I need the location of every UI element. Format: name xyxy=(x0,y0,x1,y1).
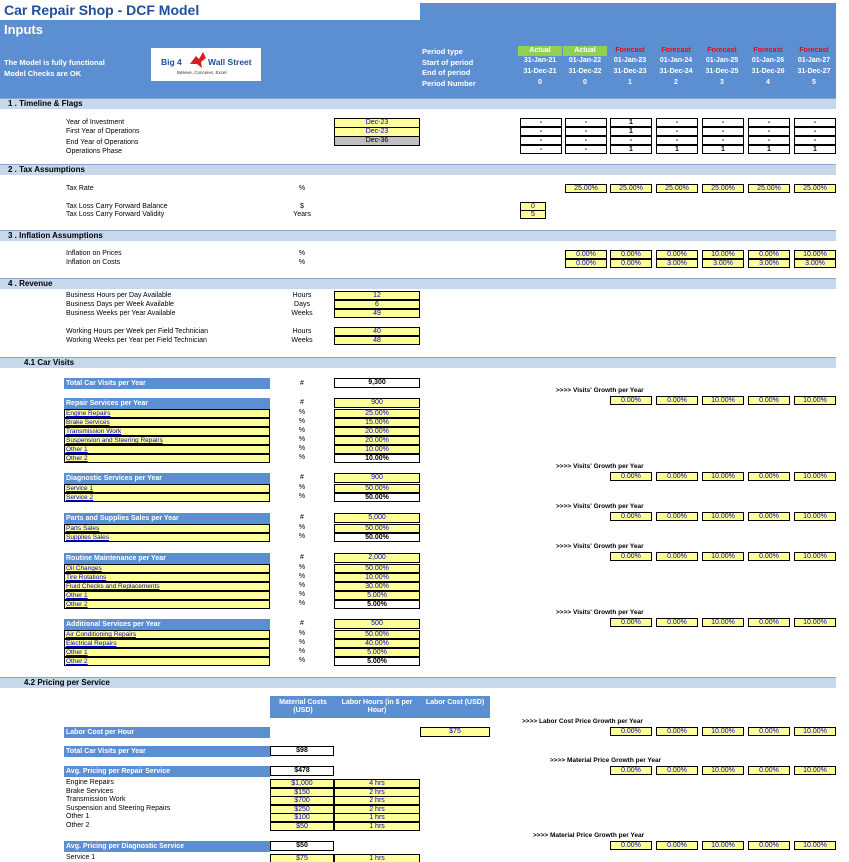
repair-material-cost[interactable]: $150 xyxy=(270,788,334,797)
labor-growth-label: >>>> Labor Cost Price Growth per Year xyxy=(522,718,643,725)
service-item-share[interactable]: 50.00% xyxy=(334,484,420,493)
service-group-unit: # xyxy=(300,474,304,481)
service-item-unit: % xyxy=(298,445,306,452)
revenue-row-unit: Hours xyxy=(292,328,312,335)
input-tax-loss-validity[interactable]: 5 xyxy=(520,210,546,219)
inflation-price-cell[interactable]: 0.00% xyxy=(748,250,790,259)
visits-growth-cell[interactable]: 10.00% xyxy=(702,396,744,405)
service-item-share: 50.00% xyxy=(334,493,420,502)
visits-growth-label: >>>> Visits' Growth per Year xyxy=(556,543,644,550)
period-type-4: Forecast xyxy=(707,47,737,54)
service-item-share[interactable]: 20.00% xyxy=(334,436,420,445)
flag-cell: 1 xyxy=(794,145,836,154)
period-label-3: Period Number xyxy=(422,78,476,88)
period-start-4: 01-Jan-25 xyxy=(705,57,739,64)
revenue-row-label: Business Hours per Day Available xyxy=(66,292,172,299)
service-group-unit: # xyxy=(300,514,304,521)
tax-loss-validity-unit: Years xyxy=(293,211,311,218)
service-item-share: 5.00% xyxy=(334,657,420,666)
revenue-row-label: Business Weeks per Year Available xyxy=(66,310,176,317)
service-item-unit: % xyxy=(298,639,306,646)
diag-growth-label: >>>> Material Price Growth per Year xyxy=(533,832,645,839)
period-type-0: Actual xyxy=(518,46,562,56)
service-group-count[interactable]: 900 xyxy=(334,473,420,483)
period-label-1: Start of period xyxy=(422,57,474,67)
visits-growth-cell[interactable]: 0.00% xyxy=(656,512,698,521)
visits-growth-cell[interactable]: 0.00% xyxy=(610,472,652,481)
inflation-costs-unit: % xyxy=(298,259,306,266)
flag-cell: 1 xyxy=(610,118,652,127)
flag-cell: - xyxy=(656,127,698,136)
visits-growth-cell[interactable]: 0.00% xyxy=(656,618,698,627)
flag-cell: 1 xyxy=(748,145,790,154)
tax-loss-balance-label: Tax Loss Carry Forward Balance xyxy=(66,203,168,210)
service-item-unit: % xyxy=(298,484,306,491)
revenue-row-label: Business Days per Week Available xyxy=(66,301,174,308)
inflation-price-cell[interactable]: 0.00% xyxy=(565,250,607,259)
service-item-unit: % xyxy=(298,600,306,607)
inflation-price-cell[interactable]: 10.00% xyxy=(794,250,836,259)
service-item-unit: % xyxy=(298,582,306,589)
period-type-1: Actual xyxy=(563,46,607,56)
sheet-title: Inputs xyxy=(4,22,43,37)
page-title: Car Repair Shop - DCF Model xyxy=(4,2,200,18)
visits-growth-cell[interactable]: 10.00% xyxy=(702,618,744,627)
flag-cell: - xyxy=(748,127,790,136)
col-labor-cost: Labor Cost (USD) xyxy=(425,699,485,706)
labor-cost-per-hour-header: Labor Cost per Hour xyxy=(64,727,270,738)
section-timeline: 1 . Timeline & Flags xyxy=(0,98,836,109)
service-item-label[interactable]: Brake Services xyxy=(64,418,270,427)
repair-item-label: Suspension and Steering Repairs xyxy=(66,804,171,812)
service-item-label[interactable]: Oil Changes xyxy=(64,564,270,573)
visits-growth-label: >>>> Visits' Growth per Year xyxy=(556,463,644,470)
service-item-label[interactable]: Electrical Repairs xyxy=(64,639,270,648)
visits-growth-cell[interactable]: 0.00% xyxy=(610,512,652,521)
inflation-price-cell[interactable]: 10.00% xyxy=(702,250,744,259)
service-item-label[interactable]: Service 2 xyxy=(64,493,270,502)
revenue-row-unit: Weeks xyxy=(291,337,313,344)
period-number-1: 0 xyxy=(583,79,587,86)
flag-cell: - xyxy=(520,118,562,127)
input-end-year-ops: Dec-36 xyxy=(334,136,420,146)
service-item-unit: % xyxy=(298,630,306,637)
service-item-unit: % xyxy=(298,591,306,598)
flag-cell: - xyxy=(656,136,698,145)
revenue-row-input[interactable]: 40 xyxy=(334,327,420,336)
service-item-unit: % xyxy=(298,657,306,664)
visits-growth-label: >>>> Visits' Growth per Year xyxy=(556,503,644,510)
service-item-label[interactable]: Parts Sales xyxy=(64,524,270,533)
visits-growth-cell[interactable]: 10.00% xyxy=(702,552,744,561)
model-checks-status: Model Checks are OK xyxy=(4,69,82,78)
diag-growth-cell[interactable]: 0.00% xyxy=(748,841,790,850)
service-item-unit: % xyxy=(298,648,306,655)
service-group-header: Repair Services per Year xyxy=(64,398,270,409)
section-car-visits: 4.1 Car Visits xyxy=(0,357,836,368)
inflation-costs-label: Inflation on Costs xyxy=(66,259,121,266)
visits-growth-cell[interactable]: 10.00% xyxy=(794,396,836,405)
diag-growth-cell[interactable]: 10.00% xyxy=(794,841,836,850)
tax-rate-cell[interactable]: 25.00% xyxy=(748,184,790,193)
total-car-visits-header: Total Car Visits per Year xyxy=(64,378,270,389)
inflation-price-cell[interactable]: 0.00% xyxy=(610,250,652,259)
inflation-cost-cell[interactable]: 3.00% xyxy=(748,259,790,268)
service-item-label[interactable]: Supplies Sales xyxy=(64,533,270,542)
period-start-6: 01-Jan-27 xyxy=(797,57,831,64)
repair-labor-hours[interactable]: 1 hrs xyxy=(334,813,420,822)
flag-cell: - xyxy=(610,136,652,145)
visits-growth-cell[interactable]: 10.00% xyxy=(702,512,744,521)
diag-material-cost[interactable]: $75 xyxy=(270,854,334,862)
inflation-cost-cell[interactable]: 3.00% xyxy=(794,259,836,268)
visits-growth-cell[interactable]: 0.00% xyxy=(748,618,790,627)
service-item-label[interactable]: Fluid Checks and Replacements xyxy=(64,582,270,591)
repair-labor-hours[interactable]: 2 hrs xyxy=(334,788,420,797)
service-item-share[interactable]: 20.00% xyxy=(334,427,420,436)
period-end-5: 31-Dec-26 xyxy=(751,68,785,75)
input-labor-cost-per-hour[interactable]: $75 xyxy=(420,727,490,737)
repair-material-cost[interactable]: $250 xyxy=(270,805,334,814)
period-start-1: 01-Jan-22 xyxy=(568,57,602,64)
material-growth-label: >>>> Material Price Growth per Year xyxy=(550,757,662,764)
period-end-6: 31-Dec-27 xyxy=(797,68,831,75)
period-number-5: 4 xyxy=(766,79,770,86)
period-start-0: 31-Jan-21 xyxy=(523,57,557,64)
tax-rate-cell[interactable]: 25.00% xyxy=(794,184,836,193)
repair-item-label: Engine Repairs xyxy=(66,779,114,786)
visits-growth-cell[interactable]: 0.00% xyxy=(748,512,790,521)
col-material-costs: Material Costs (USD) xyxy=(279,699,327,714)
service-item-label[interactable]: Other 1 xyxy=(64,445,270,454)
timeline-label-2: End Year of Operations xyxy=(66,139,139,146)
flag-cell: - xyxy=(748,136,790,145)
flag-cell: - xyxy=(565,127,607,136)
flag-cell: - xyxy=(656,118,698,127)
service-group-unit: # xyxy=(300,399,304,406)
visits-growth-cell[interactable]: 0.00% xyxy=(656,472,698,481)
period-start-3: 01-Jan-24 xyxy=(659,57,693,64)
flag-cell: - xyxy=(520,127,562,136)
flag-cell: 1 xyxy=(610,127,652,136)
service-item-unit: % xyxy=(298,524,306,531)
period-end-4: 31-Dec-25 xyxy=(705,68,739,75)
inflation-cost-cell[interactable]: 0.00% xyxy=(610,259,652,268)
visits-growth-cell[interactable]: 0.00% xyxy=(748,552,790,561)
revenue-row-label: Working Weeks per Year per Field Technician xyxy=(66,337,207,344)
logo-text-b: Wall Street xyxy=(208,57,252,67)
repair-pricing-header: Avg. Pricing per Repair Service xyxy=(64,766,270,777)
service-item-label[interactable]: Other 1 xyxy=(64,648,270,657)
repair-item-label: Transmission Work xyxy=(66,796,126,803)
company-logo xyxy=(151,48,261,81)
service-item-share[interactable]: 5.00% xyxy=(334,591,420,600)
flag-cell: - xyxy=(702,118,744,127)
repair-material-cost[interactable]: $1,000 xyxy=(270,779,334,788)
service-group-count[interactable]: 900 xyxy=(334,398,420,408)
revenue-row-input[interactable]: 12 xyxy=(334,291,420,300)
period-end-0: 31-Dec-21 xyxy=(523,68,557,75)
service-item-share: 10.00% xyxy=(334,454,420,463)
flag-cell: - xyxy=(565,136,607,145)
pricing-total-visits-value: $98 xyxy=(270,746,334,756)
inflation-prices-label: Inflation on Prices xyxy=(66,250,122,257)
visits-growth-cell[interactable]: 0.00% xyxy=(656,396,698,405)
visits-growth-cell[interactable]: 10.00% xyxy=(794,618,836,627)
service-item-label[interactable]: Transmission Work xyxy=(64,427,270,436)
timeline-label-0: Year of Investment xyxy=(66,119,125,126)
service-item-label[interactable]: Service 1 xyxy=(64,484,270,493)
service-item-label[interactable]: Air Conditioning Repairs xyxy=(64,630,270,639)
flag-cell: - xyxy=(520,136,562,145)
pricing-total-visits-header: Total Car Visits per Year xyxy=(64,746,270,757)
flag-cell: - xyxy=(565,118,607,127)
service-item-share[interactable]: 50.00% xyxy=(334,564,420,573)
service-group-header: Additional Services per Year xyxy=(64,619,270,630)
service-item-share[interactable]: 10.00% xyxy=(334,573,420,582)
revenue-row-unit: Weeks xyxy=(291,310,313,317)
visits-growth-cell[interactable]: 0.00% xyxy=(656,552,698,561)
visits-growth-cell[interactable]: 10.00% xyxy=(702,472,744,481)
service-group-header: Diagnostic Services per Year xyxy=(64,473,270,484)
service-group-count[interactable]: 500 xyxy=(334,619,420,629)
revenue-row-input[interactable]: 49 xyxy=(334,309,420,318)
period-type-2: Forecast xyxy=(615,47,645,54)
repair-material-cost[interactable]: $50 xyxy=(270,822,334,831)
service-group-count[interactable]: 5,000 xyxy=(334,513,420,523)
inflation-cost-cell[interactable]: 3.00% xyxy=(702,259,744,268)
inflation-prices-unit: % xyxy=(298,250,306,257)
flag-cell: - xyxy=(565,145,607,154)
period-type-3: Forecast xyxy=(661,47,691,54)
material-growth-cell[interactable]: 10.00% xyxy=(794,766,836,775)
service-item-unit: % xyxy=(298,436,306,443)
visits-growth-label: >>>> Visits' Growth per Year xyxy=(556,387,644,394)
period-number-6: 5 xyxy=(812,79,816,86)
material-growth-cell[interactable]: 0.00% xyxy=(610,766,652,775)
repair-item-label: Other 2 xyxy=(66,821,90,829)
diag-labor-hours[interactable]: 1 hrs xyxy=(334,854,420,862)
revenue-row-label: Working Hours per Week per Field Technician xyxy=(66,328,209,335)
total-car-visits-unit: # xyxy=(300,380,304,387)
revenue-row-unit: Days xyxy=(294,301,310,308)
service-item-unit: % xyxy=(298,564,306,571)
tax-rate-unit: % xyxy=(298,185,306,192)
col-labor-hours: Labor Hours (in $ per Hour) xyxy=(341,699,413,714)
service-item-unit: % xyxy=(298,573,306,580)
flag-cell: - xyxy=(748,118,790,127)
repair-pricing-value: $478 xyxy=(270,766,334,776)
visits-growth-cell[interactable]: 0.00% xyxy=(610,396,652,405)
flag-cell: - xyxy=(702,136,744,145)
service-item-share[interactable]: 30.00% xyxy=(334,582,420,591)
period-number-3: 2 xyxy=(674,79,678,86)
visits-growth-cell[interactable]: 10.00% xyxy=(794,472,836,481)
section-revenue: 4 . Revenue xyxy=(0,278,836,289)
inflation-cost-cell[interactable]: 3.00% xyxy=(656,259,698,268)
header-strip xyxy=(420,3,836,20)
service-item-share[interactable]: 10.00% xyxy=(334,445,420,454)
logo-tagline: Believe, Conceive, Excel xyxy=(177,70,227,75)
service-item-unit: % xyxy=(298,409,306,416)
material-growth-cell[interactable]: 0.00% xyxy=(656,766,698,775)
tax-rate-cell[interactable]: 25.00% xyxy=(610,184,652,193)
inflation-price-cell[interactable]: 0.00% xyxy=(656,250,698,259)
repair-labor-hours[interactable]: 4 hrs xyxy=(334,779,420,788)
service-item-label[interactable]: Other 2 xyxy=(64,454,270,463)
tax-rate-cell[interactable]: 25.00% xyxy=(656,184,698,193)
service-group-count[interactable]: 2,000 xyxy=(334,553,420,563)
eagle-icon xyxy=(188,50,208,70)
service-item-label[interactable]: Tire Rotations xyxy=(64,573,270,582)
revenue-row-input[interactable]: 6 xyxy=(334,300,420,309)
visits-growth-cell[interactable]: 0.00% xyxy=(748,396,790,405)
period-number-2: 1 xyxy=(628,79,632,86)
visits-growth-cell[interactable]: 0.00% xyxy=(610,552,652,561)
visits-growth-cell[interactable]: 0.00% xyxy=(748,472,790,481)
labor-growth-cell[interactable]: 0.00% xyxy=(656,727,698,736)
material-growth-cell[interactable]: 10.00% xyxy=(702,766,744,775)
period-end-2: 31-Dec-23 xyxy=(613,68,647,75)
section-inflation: 3 . Inflation Assumptions xyxy=(0,230,836,241)
flag-cell: - xyxy=(794,118,836,127)
revenue-row-unit: Hours xyxy=(292,292,312,299)
timeline-label-1: First Year of Operations xyxy=(66,128,140,135)
period-start-2: 01-Jan-23 xyxy=(613,57,647,64)
diag-item-label: Service 1 xyxy=(66,854,96,861)
service-item-share[interactable]: 15.00% xyxy=(334,418,420,427)
repair-item-label: Brake Services xyxy=(66,787,114,795)
repair-labor-hours[interactable]: 2 hrs xyxy=(334,805,420,814)
service-item-unit: % xyxy=(298,427,306,434)
period-end-1: 31-Dec-22 xyxy=(568,68,602,75)
service-item-label[interactable]: Engine Repairs xyxy=(64,409,270,418)
repair-item-label: Other 1 xyxy=(66,813,90,820)
repair-material-cost[interactable]: $700 xyxy=(270,796,334,805)
service-item-share[interactable]: 40.00% xyxy=(334,639,420,648)
period-type-6: Forecast xyxy=(799,47,829,54)
section-tax: 2 . Tax Assumptions xyxy=(0,164,836,175)
service-item-share[interactable]: 50.00% xyxy=(334,630,420,639)
service-item-share: 50.00% xyxy=(334,533,420,542)
period-end-3: 31-Dec-24 xyxy=(659,68,693,75)
input-tax-loss-balance[interactable]: 0 xyxy=(520,202,546,211)
service-item-label[interactable]: Other 2 xyxy=(64,600,270,609)
tax-loss-validity-label: Tax Loss Carry Forward Validity xyxy=(66,211,165,218)
flag-cell: 1 xyxy=(702,145,744,154)
diag-pricing-value: $50 xyxy=(270,841,334,851)
tax-loss-balance-unit: $ xyxy=(300,203,304,210)
timeline-label-3: Operations Phase xyxy=(66,148,123,155)
section-pricing: 4.2 Pricing per Service xyxy=(0,677,836,688)
service-group-unit: # xyxy=(300,554,304,561)
inflation-cost-cell[interactable]: 0.00% xyxy=(565,259,607,268)
diag-growth-cell[interactable]: 0.00% xyxy=(656,841,698,850)
service-item-unit: % xyxy=(298,418,306,425)
revenue-row-input[interactable]: 48 xyxy=(334,336,420,345)
period-number-4: 3 xyxy=(720,79,724,86)
service-item-share[interactable]: 50.00% xyxy=(334,524,420,533)
service-item-share: 5.00% xyxy=(334,600,420,609)
service-group-unit: # xyxy=(300,620,304,627)
flag-cell: 1 xyxy=(656,145,698,154)
visits-growth-label: >>>> Visits' Growth per Year xyxy=(556,609,644,616)
period-number-0: 0 xyxy=(538,79,542,86)
period-label-0: Period type xyxy=(422,47,463,56)
service-group-header: Routine Maintenance per Year xyxy=(64,553,270,564)
period-start-5: 01-Jan-26 xyxy=(751,57,785,64)
material-growth-cell[interactable]: 0.00% xyxy=(748,766,790,775)
service-group-header: Parts and Supplies Sales per Year xyxy=(64,513,270,524)
visits-growth-cell[interactable]: 10.00% xyxy=(794,552,836,561)
diag-growth-cell[interactable]: 10.00% xyxy=(702,841,744,850)
service-item-share[interactable]: 5.00% xyxy=(334,648,420,657)
flag-cell: - xyxy=(520,145,562,154)
diag-growth-cell[interactable]: 0.00% xyxy=(610,841,652,850)
labor-growth-cell[interactable]: 10.00% xyxy=(702,727,744,736)
tax-rate-label: Tax Rate xyxy=(66,185,94,192)
service-item-label[interactable]: Suspension and Steering Repairs xyxy=(64,436,270,445)
service-item-unit: % xyxy=(298,493,306,500)
flag-cell: - xyxy=(702,127,744,136)
flag-cell: - xyxy=(794,127,836,136)
service-item-unit: % xyxy=(298,454,306,461)
input-first-year-ops[interactable]: Dec-23 xyxy=(334,127,420,137)
period-type-5: Forecast xyxy=(753,47,783,54)
service-item-label[interactable]: Other 2 xyxy=(64,657,270,666)
tax-rate-cell[interactable]: 25.00% xyxy=(702,184,744,193)
flag-cell: - xyxy=(794,136,836,145)
visits-growth-cell[interactable]: 0.00% xyxy=(610,618,652,627)
service-item-share[interactable]: 25.00% xyxy=(334,409,420,418)
tax-rate-cell[interactable]: 25.00% xyxy=(565,184,607,193)
total-car-visits-value: 9,300 xyxy=(334,378,420,388)
period-label-2: End of period xyxy=(422,68,471,77)
diag-pricing-header: Avg. Pricing per Diagnostic Service xyxy=(64,841,270,852)
flag-cell: 1 xyxy=(610,145,652,154)
input-year-of-investment[interactable]: Dec-23 xyxy=(334,118,420,128)
logo-text-a: Big 4 xyxy=(161,57,182,67)
model-status: The Model is fully functional xyxy=(4,58,105,67)
visits-growth-cell[interactable]: 10.00% xyxy=(794,512,836,521)
repair-material-cost[interactable]: $100 xyxy=(270,813,334,822)
service-item-unit: % xyxy=(298,533,306,540)
repair-labor-hours[interactable]: 1 hrs xyxy=(334,822,420,831)
service-item-label[interactable]: Other 1 xyxy=(64,591,270,600)
labor-growth-cell[interactable]: 0.00% xyxy=(610,727,652,736)
labor-growth-cell[interactable]: 0.00% xyxy=(748,727,790,736)
labor-growth-cell[interactable]: 10.00% xyxy=(794,727,836,736)
repair-labor-hours[interactable]: 2 hrs xyxy=(334,796,420,805)
